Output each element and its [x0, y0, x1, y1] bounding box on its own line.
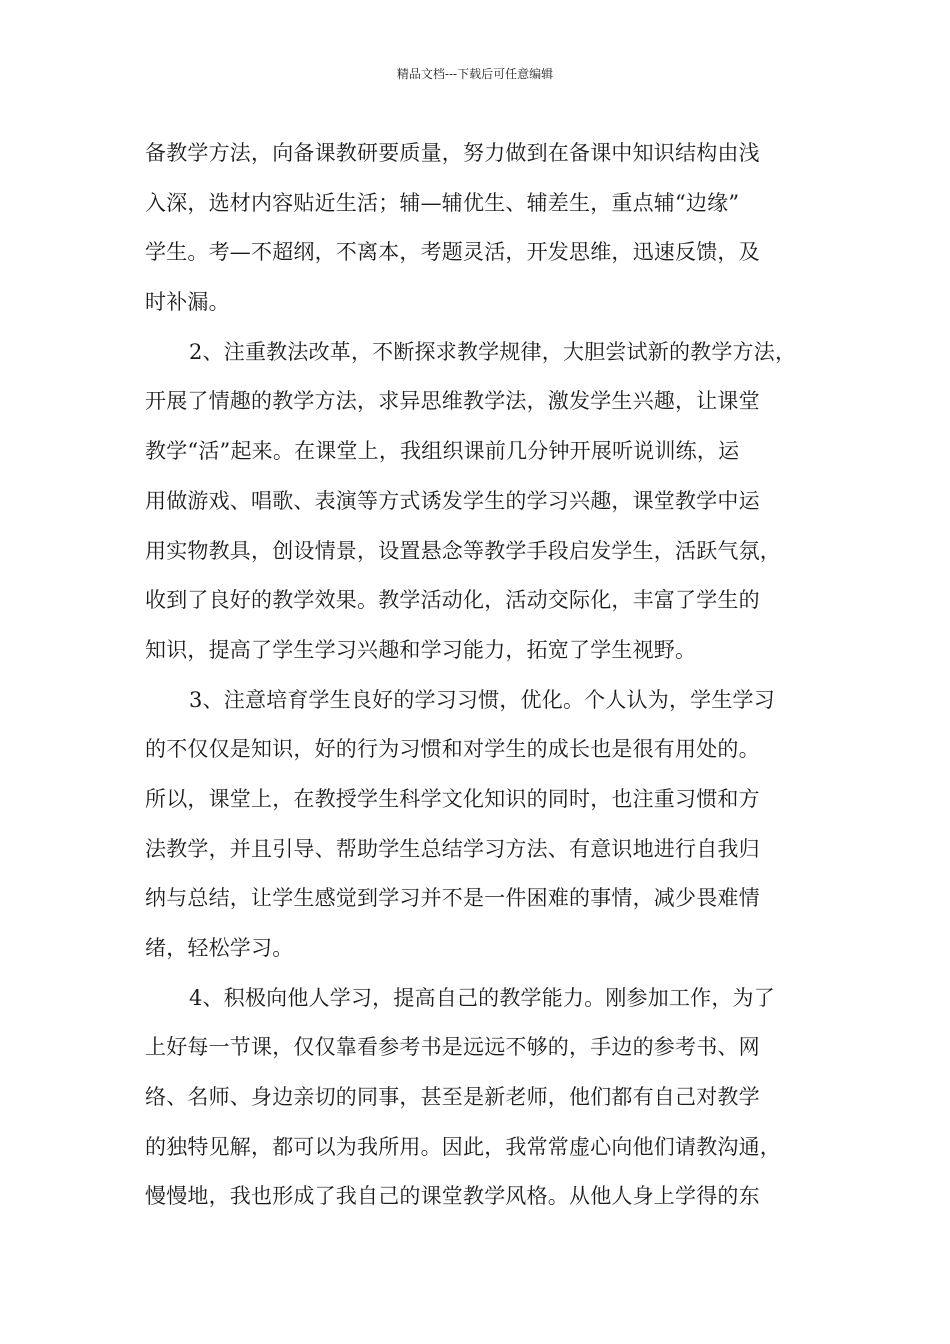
text-line: 收到了良好的教学效果。教学活动化，活动交际化，丰富了学生的	[145, 588, 760, 613]
text-line: 学生。考—不超纲，不离本，考题灵活，开发思维，迅速反馈，及	[145, 240, 760, 265]
text-line: 络、名师、身边亲切的同事，甚至是新老师，他们都有自己对教学	[145, 1085, 760, 1110]
paragraph-start-line: 2、注重教法改革，不断探求教学规律，大胆尝试新的教学方法，	[189, 339, 797, 364]
text-line: 用做游戏、唱歌、表演等方式诱发学生的学习兴趣，课堂教学中运	[145, 488, 760, 513]
text-line: 法教学，并且引导、帮助学生总结学习方法、有意识地进行自我归	[145, 836, 760, 861]
text-line: 知识，提高了学生学习兴趣和学习能力，拓宽了学生视野。	[145, 637, 697, 662]
text-line: 纳与总结，让学生感觉到学习并不是一件困难的事情，减少畏难情	[145, 886, 760, 911]
text-line: 教学“活”起来。在课堂上，我组织课前几分钟开展听说训练，运	[145, 439, 740, 464]
text-line: 上好每一节课，仅仅靠看参考书是远远不够的，手边的参考书、网	[145, 1035, 760, 1060]
text-line: 时补漏。	[145, 290, 230, 315]
text-line: 用实物教具，创设情景，设置悬念等教学手段启发学生，活跃气氛，	[145, 538, 781, 563]
page-header: 精品文档---下载后可任意编辑	[396, 67, 554, 81]
text-line: 慢慢地，我也形成了我自己的课堂教学风格。从他人身上学得的东	[145, 1184, 760, 1209]
document-body	[145, 129, 835, 1222]
text-line: 所以，课堂上，在教授学生科学文化知识的同时，也注重习惯和方	[145, 786, 760, 811]
text-line: 入深，选材内容贴近生活；辅—辅优生、辅差生，重点辅“边缘”	[145, 190, 740, 215]
paragraph-start-line: 4、积极向他人学习，提高自己的教学能力。刚参加工作，为了	[189, 985, 775, 1010]
text-line: 的不仅仅是知识，好的行为习惯和对学生的成长也是很有用处的。	[145, 737, 760, 762]
paragraph-start-line: 3、注意培育学生良好的学习习惯，优化。个人认为，学生学习	[189, 687, 775, 712]
text-line: 绪，轻松学习。	[145, 936, 294, 960]
text-line: 的独特见解，都可以为我所用。因此，我常常虚心向他们请教沟通，	[145, 1134, 781, 1159]
text-line: 备教学方法，向备课教研要质量，努力做到在备课中知识结构由浅	[145, 141, 760, 165]
text-line: 开展了情趣的教学方法，求异思维教学法，激发学生兴趣，让课堂	[145, 389, 760, 414]
